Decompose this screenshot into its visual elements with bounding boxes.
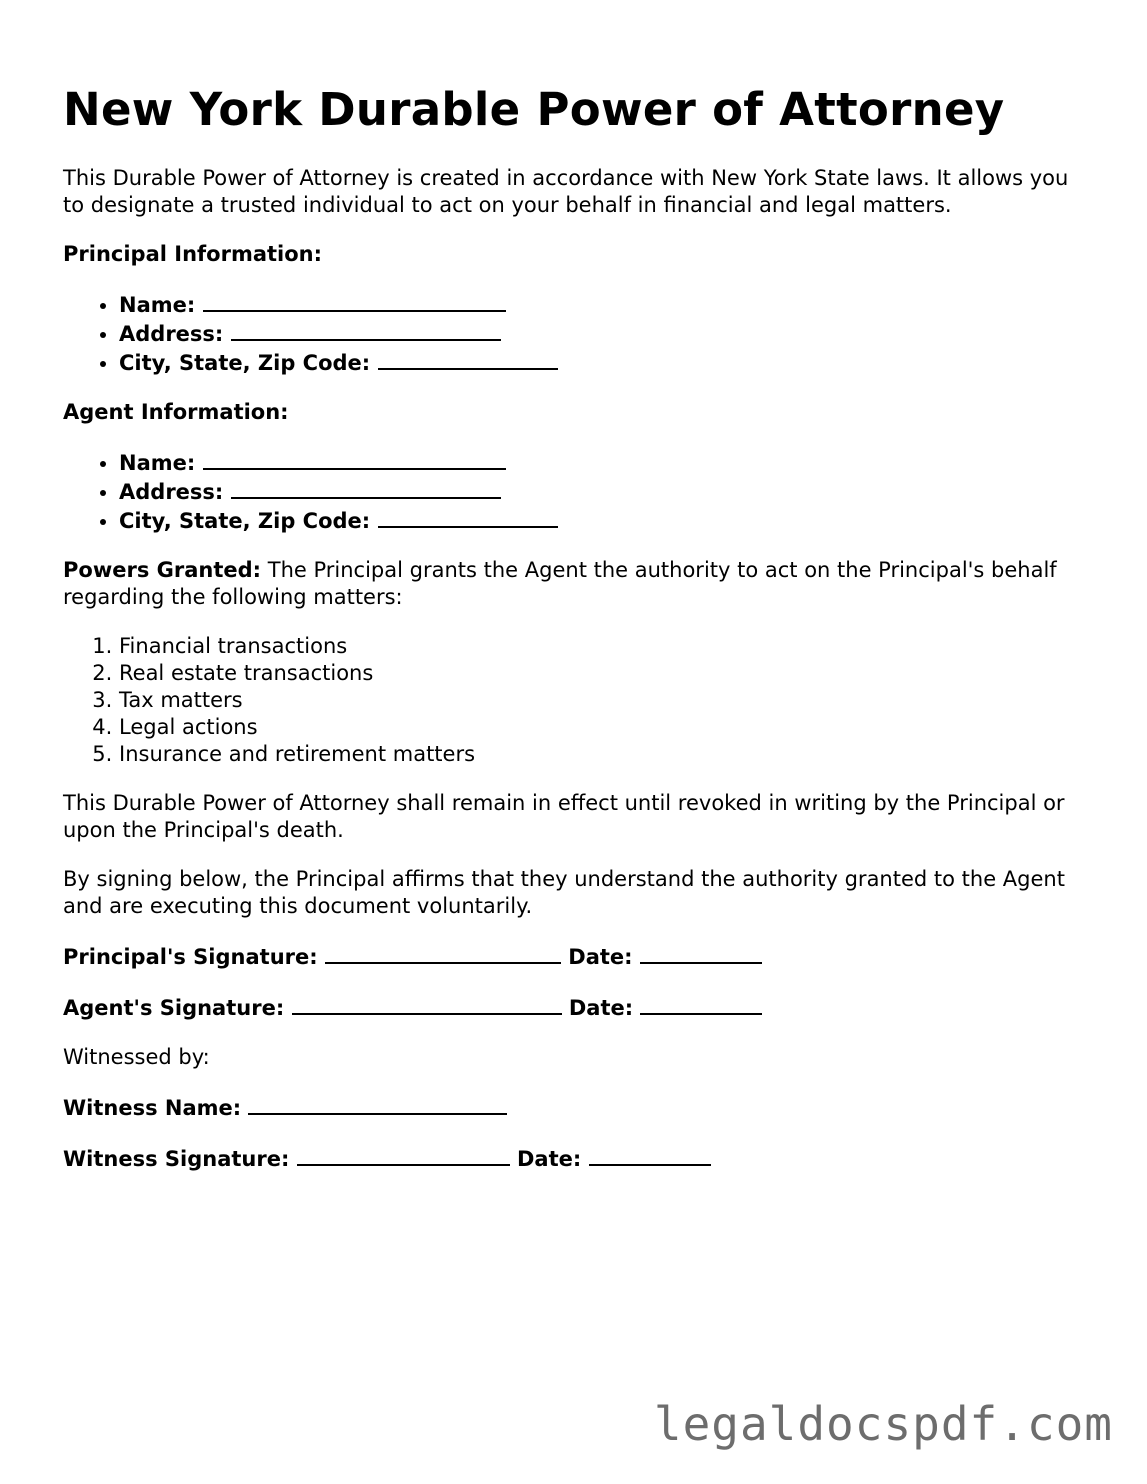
principal-signature-blank[interactable] bbox=[325, 942, 561, 964]
intro-paragraph: This Durable Power of Attorney is created in accordance with New York State laws. It allows you to designate a trusted individual to act on your behalf in financial and legal matters. bbox=[63, 166, 1069, 217]
agent-name-blank[interactable] bbox=[203, 448, 506, 470]
powers-paragraph bbox=[63, 557, 1073, 611]
agent-name-field: • Name: bbox=[119, 448, 1073, 477]
agent-date-blank[interactable] bbox=[640, 993, 762, 1015]
principal-city-field: • City, State, Zip Code: bbox=[119, 348, 1073, 377]
witness-date-blank[interactable] bbox=[589, 1144, 711, 1166]
principal-name-blank[interactable] bbox=[203, 290, 506, 312]
witnessed-by: Witnessed by: bbox=[63, 1045, 210, 1069]
principal-address-blank[interactable] bbox=[231, 319, 501, 341]
power-item: 3. Tax matters bbox=[119, 687, 1073, 714]
powers-label: Powers Granted: bbox=[63, 558, 262, 582]
principal-fields bbox=[63, 290, 1073, 377]
power-item: 2. Real estate transactions bbox=[119, 660, 1073, 687]
agent-city-blank[interactable] bbox=[378, 506, 558, 528]
principal-heading: Principal Information: bbox=[63, 242, 323, 266]
powers-list bbox=[63, 633, 1073, 768]
power-item: 1. Financial transactions bbox=[119, 633, 1073, 660]
principal-name-field: • Name: bbox=[119, 290, 1073, 319]
agent-address-blank[interactable] bbox=[231, 477, 501, 499]
agent-city-field: • City, State, Zip Code: bbox=[119, 506, 1073, 535]
agent-fields bbox=[63, 448, 1073, 535]
agent-heading: Agent Information: bbox=[63, 400, 289, 424]
document-page bbox=[63, 84, 1073, 1195]
principal-city-blank[interactable] bbox=[378, 348, 558, 370]
principal-signature-line: Principal's Signature: Date: bbox=[63, 942, 1073, 971]
agent-signature-blank[interactable] bbox=[292, 993, 562, 1015]
watermark-text: legaldocspdf.com bbox=[653, 1397, 1113, 1451]
agent-address-field: • Address: bbox=[119, 477, 1073, 506]
agent-signature-line: Agent's Signature: Date: bbox=[63, 993, 1073, 1022]
document-title: New York Durable Power of Attorney bbox=[63, 83, 1005, 136]
witness-signature-line: Witness Signature: Date: bbox=[63, 1144, 1073, 1173]
principal-address-field: • Address: bbox=[119, 319, 1073, 348]
witness-signature-blank[interactable] bbox=[297, 1144, 510, 1166]
power-item: 4. Legal actions bbox=[119, 714, 1073, 741]
affirmation-paragraph: By signing below, the Principal affirms that they understand the authority granted to the Agent and are executing this document voluntarily. bbox=[63, 867, 1065, 918]
durability-paragraph: This Durable Power of Attorney shall remain in effect until revoked in writing by the Principal or upon the Principal's death. bbox=[63, 791, 1065, 842]
principal-date-blank[interactable] bbox=[640, 942, 762, 964]
witness-name-blank[interactable] bbox=[248, 1093, 507, 1115]
powers-text: The Principal grants the Agent the authority to act on the Principal's behalf regarding the following matters: bbox=[63, 558, 1057, 609]
power-item: 5. Insurance and retirement matters bbox=[119, 741, 1073, 768]
witness-name-line: Witness Name: bbox=[63, 1093, 1073, 1122]
